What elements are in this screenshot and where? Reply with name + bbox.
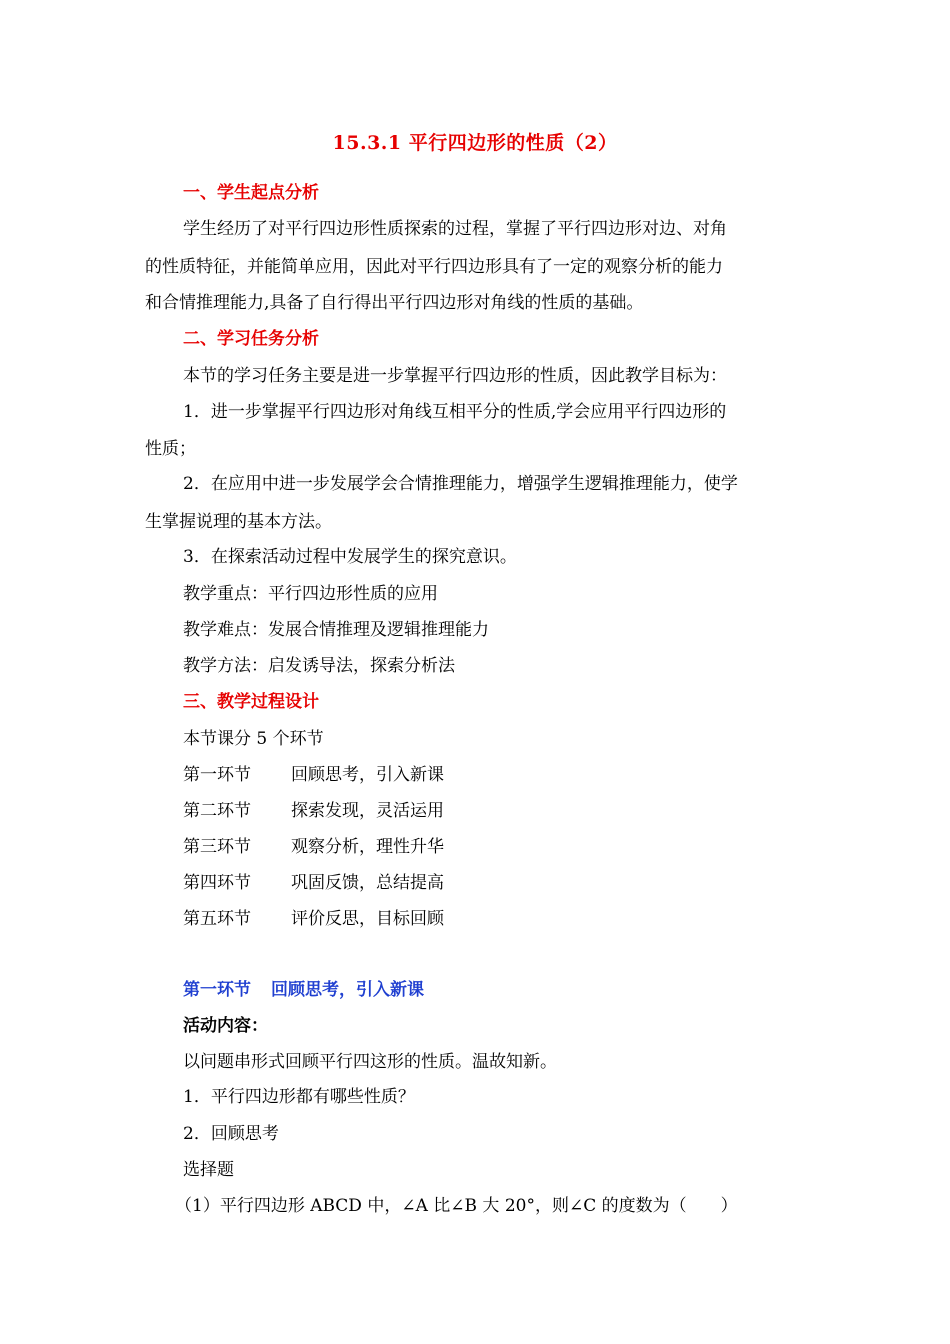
stage-row — [183, 907, 444, 931]
choice-label: 选择题 — [183, 1160, 234, 1180]
section1-line-1: 学生经历了对平行四边形性质探索的过程，掌握了平行四边形对边、对角 — [183, 219, 727, 239]
stage1-heading — [183, 978, 424, 1002]
section2-heading: 二、学习任务分析 — [183, 329, 319, 349]
section1-heading: 一、学生起点分析 — [183, 183, 319, 203]
stage-name: 第二环节 — [183, 801, 251, 821]
activity-label: 活动内容： — [183, 1016, 268, 1036]
goal3-line: 3．在探索活动过程中发展学生的探究意识。 — [183, 547, 517, 567]
stage-name: 第四环节 — [183, 873, 251, 893]
goal1-line-2: 性质； — [145, 439, 196, 459]
section1-line-3: 和合情推理能力,具备了自行得出平行四边形对角线的性质的基础。 — [145, 293, 644, 313]
goal2-line-2: 生掌握说理的基本方法。 — [145, 512, 332, 532]
goal1-line-1: 1．进一步掌握平行四边形对角线互相平分的性质,学会应用平行四边形的 — [183, 402, 727, 422]
stage-desc: 观察分析，理性升华 — [291, 837, 444, 857]
key-point: 教学重点：平行四边形性质的应用 — [183, 584, 438, 604]
stage-desc: 巩固反馈，总结提高 — [291, 873, 444, 893]
stage1-heading-desc: 回顾思考，引入新课 — [271, 980, 424, 1000]
stage-desc: 探索发现，灵活运用 — [291, 801, 444, 821]
stage-desc: 回顾思考，引入新课 — [291, 765, 444, 785]
section3-intro: 本节课分 5 个环节 — [183, 729, 324, 749]
stage-row — [183, 835, 444, 859]
stage-desc: 评价反思，目标回顾 — [291, 909, 444, 929]
document-title: 15.3.1 平行四边形的性质（2） — [332, 132, 618, 154]
section3-heading: 三、教学过程设计 — [183, 692, 319, 712]
choice-question-1: （1）平行四边形 ABCD 中，∠A 比∠B 大 20°，则∠C 的度数为（ ） — [175, 1196, 738, 1216]
stage-name: 第一环节 — [183, 765, 251, 785]
stage1-heading-name: 第一环节 — [183, 980, 251, 1000]
stage-row — [183, 871, 444, 895]
goal2-line-1: 2．在应用中进一步发展学会合情推理能力，增强学生逻辑推理能力，使学 — [183, 474, 738, 494]
question-2: 2．回顾思考 — [183, 1124, 279, 1144]
stage-name: 第三环节 — [183, 837, 251, 857]
difficulty: 教学难点：发展合情推理及逻辑推理能力 — [183, 620, 489, 640]
section2-intro: 本节的学习任务主要是进一步掌握平行四边形的性质，因此教学目标为： — [183, 366, 727, 386]
section1-line-2: 的性质特征，并能简单应用，因此对平行四边形具有了一定的观察分析的能力 — [145, 257, 723, 277]
stage-row — [183, 763, 444, 787]
stage1-intro: 以问题串形式回顾平行四这形的性质。温故知新。 — [183, 1052, 557, 1072]
question-1: 1．平行四边形都有哪些性质？ — [183, 1087, 415, 1107]
teaching-method: 教学方法：启发诱导法，探索分析法 — [183, 656, 455, 676]
stage-row — [183, 799, 444, 823]
stage-name: 第五环节 — [183, 909, 251, 929]
